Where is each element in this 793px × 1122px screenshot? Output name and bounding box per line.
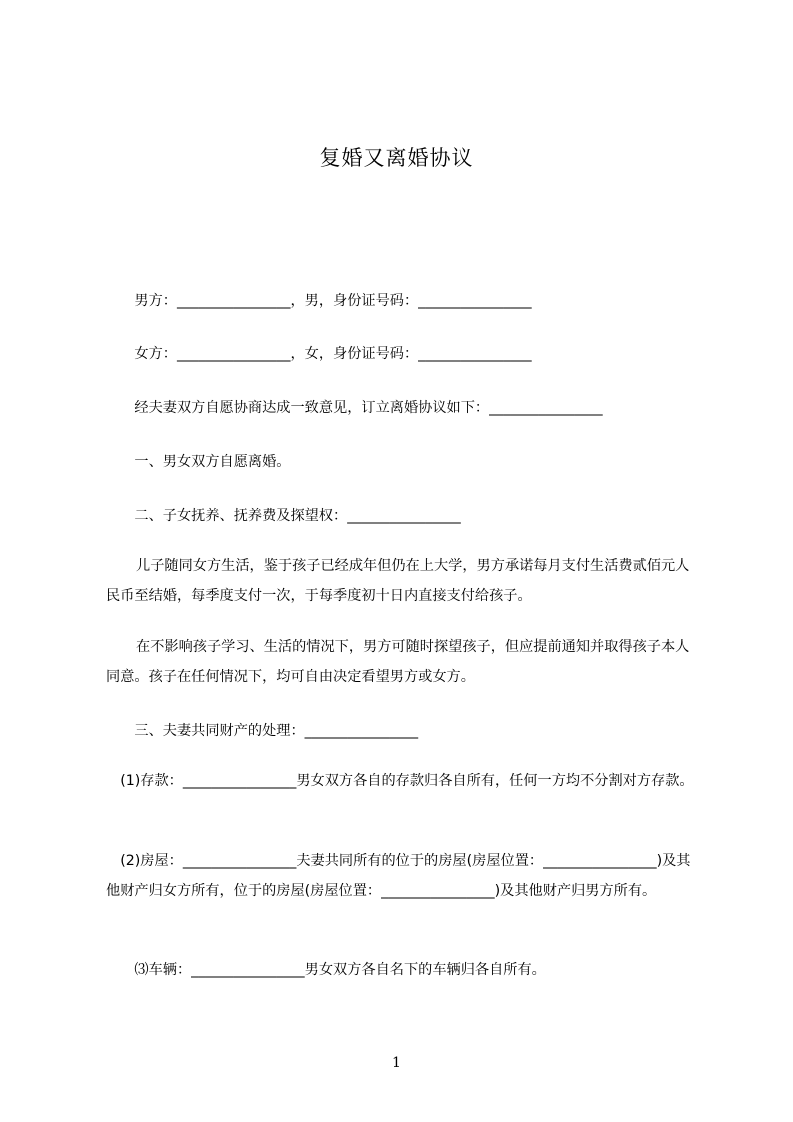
man-info-line: 男方：________________，男，身份证号码：________________ <box>106 293 532 309</box>
house-clause: (2)房屋：________________夫妻共同所有的位于的房屋(房屋位置：________________)及其他财产归女方所有，位于的房屋(房屋位置：________________)及其他财产归男方所有。 <box>106 853 691 899</box>
visitation-paragraph: 在不影响孩子学习、生活的情况下，男方可随时探望孩子，但应提前通知并取得孩子本人同意。孩子在任何情况下，均可自由决定看望男方或女方。 <box>106 639 690 685</box>
section-2-heading: 二、子女抚养、抚养费及探望权：________________ <box>106 508 461 524</box>
deposit-clause: (1)存款：________________男女双方各自的存款归各自所有，任何一方均不分割对方存款。 <box>106 773 694 789</box>
woman-info-line: 女方：________________，女，身份证号码：________________ <box>106 346 532 362</box>
section-1-heading: 一、男女双方自愿离婚。 <box>106 454 291 470</box>
vehicle-clause: ⑶车辆：________________男女双方各自名下的车辆归各自所有。 <box>106 962 546 978</box>
document-title: 复婚又离婚协议 <box>319 146 474 170</box>
section-3-heading: 三、夫妻共同财产的处理：________________ <box>106 723 419 739</box>
page-number: 1 <box>392 1055 401 1071</box>
agreement-intro-line: 经夫妻双方自愿协商达成一致意见，订立离婚协议如下：________________ <box>106 400 603 416</box>
child-support-paragraph: 儿子随同女方生活，鉴于孩子已经成年但仍在上大学，男方承诺每月支付生活费贰佰元人民币至结婚，每季度支付一次，于每季度初十日内直接支付给孩子。 <box>106 558 690 604</box>
